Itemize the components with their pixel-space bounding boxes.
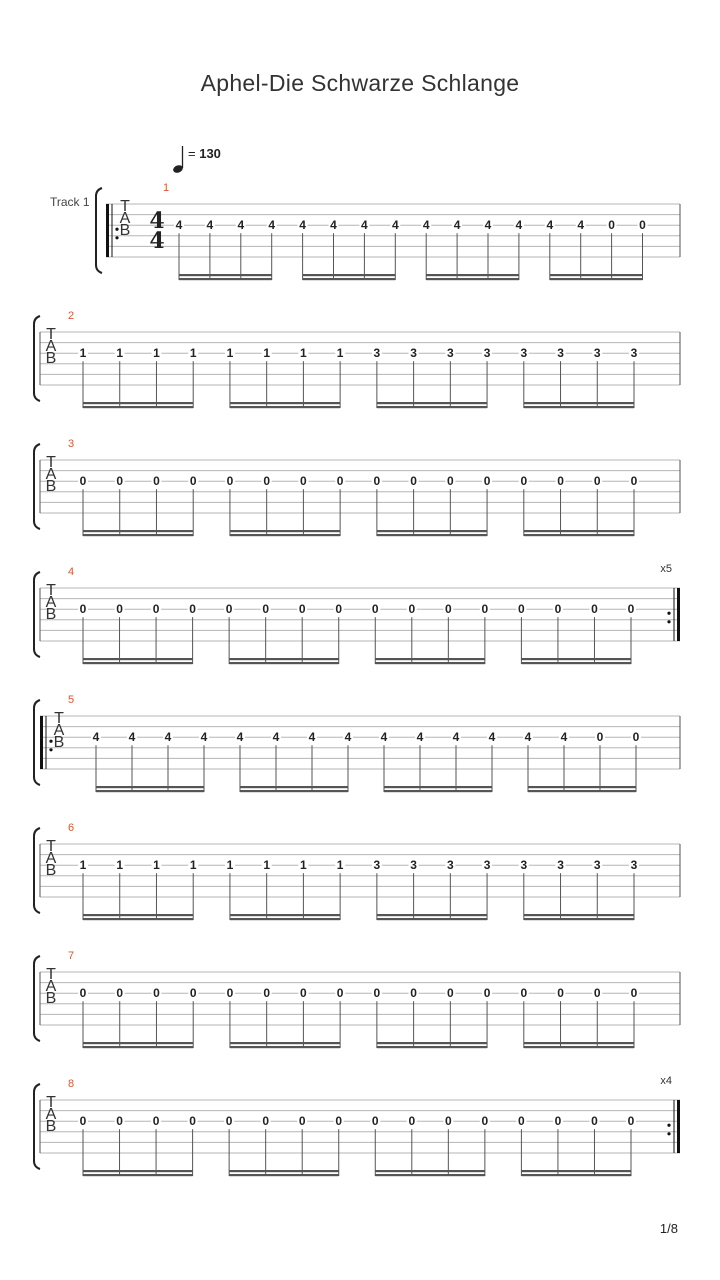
repeat-dot xyxy=(667,1132,670,1135)
repeat-count: x4 xyxy=(660,1075,672,1087)
repeat-dot xyxy=(667,1124,670,1127)
fret-number: 3 xyxy=(630,346,638,361)
beam xyxy=(524,918,634,920)
repeat-dot xyxy=(667,620,670,623)
beam xyxy=(230,914,340,916)
tab-clef-letter: B xyxy=(53,734,65,751)
tab-clef-letter: T xyxy=(46,582,56,599)
fret-number: 4 xyxy=(380,730,388,745)
fret-number: 4 xyxy=(391,218,399,233)
beam xyxy=(528,786,636,788)
tab-clef-letter: B xyxy=(45,862,57,879)
repeat-dot xyxy=(115,228,118,231)
fret-number: 0 xyxy=(263,986,271,1001)
beam xyxy=(377,530,487,532)
tab-clef-letter: B xyxy=(119,222,131,239)
fret-number: 1 xyxy=(336,346,344,361)
repeat-dot xyxy=(667,612,670,615)
fret-number: 1 xyxy=(300,858,307,873)
fret-number: 3 xyxy=(446,346,454,361)
tab-clef-letter: A xyxy=(45,1106,57,1123)
beam xyxy=(179,278,272,280)
fret-number: 0 xyxy=(593,986,601,1001)
fret-number: 1 xyxy=(116,346,124,361)
beam xyxy=(377,1046,487,1048)
fret-number: 1 xyxy=(189,346,197,361)
beam xyxy=(83,534,193,536)
fret-number: 0 xyxy=(373,474,381,489)
fret-number: 4 xyxy=(344,730,352,745)
repeat-start-thick-bar xyxy=(106,204,109,257)
fret-number: 0 xyxy=(481,602,489,617)
beam xyxy=(83,658,193,660)
fret-number: 0 xyxy=(520,986,528,1001)
fret-number: 0 xyxy=(373,986,381,1001)
fret-number: 0 xyxy=(557,474,564,489)
tab-system xyxy=(96,182,680,280)
fret-number: 0 xyxy=(225,602,233,617)
tab-system xyxy=(34,822,680,920)
fret-number: 0 xyxy=(483,986,491,1001)
fret-number: 4 xyxy=(416,730,424,745)
beam xyxy=(229,1174,339,1176)
tab-system xyxy=(34,563,680,664)
fret-number: 0 xyxy=(189,602,196,617)
beam xyxy=(377,918,487,920)
tab-clef-letter: B xyxy=(45,606,57,623)
tab-system xyxy=(34,950,680,1048)
fret-number: 3 xyxy=(593,346,601,361)
fret-number: 4 xyxy=(272,730,280,745)
beam xyxy=(384,786,492,788)
beam xyxy=(524,534,634,536)
fret-number: 3 xyxy=(520,346,528,361)
repeat-count: x5 xyxy=(660,563,672,575)
fret-number: 0 xyxy=(408,602,416,617)
fret-number: 0 xyxy=(608,218,615,233)
beam xyxy=(303,278,396,280)
fret-number: 0 xyxy=(554,1114,562,1129)
tempo-prefix: = xyxy=(188,146,200,161)
fret-number: 4 xyxy=(577,218,585,233)
measure-number: 5 xyxy=(68,694,75,706)
fret-number: 4 xyxy=(175,218,183,233)
fret-number: 0 xyxy=(371,602,379,617)
fret-number: 0 xyxy=(298,602,306,617)
fret-number: 4 xyxy=(330,218,337,233)
beam xyxy=(375,658,485,660)
fret-number: 1 xyxy=(189,858,197,873)
tab-system xyxy=(34,310,680,408)
beam xyxy=(550,274,643,276)
fret-number: 3 xyxy=(446,858,454,873)
fret-number: 0 xyxy=(335,602,343,617)
fret-number: 0 xyxy=(371,1114,379,1129)
time-signature-denominator: 4 xyxy=(149,228,165,254)
fret-number: 0 xyxy=(300,986,307,1001)
fret-number: 0 xyxy=(153,986,160,1001)
system-bracket xyxy=(34,572,40,657)
beam xyxy=(83,1042,193,1044)
beam xyxy=(377,914,487,916)
beam xyxy=(83,918,193,920)
repeat-dot xyxy=(115,236,118,239)
fret-number: 0 xyxy=(336,986,344,1001)
measure-number: 2 xyxy=(68,310,75,322)
beam xyxy=(303,274,396,276)
tab-clef-letter: A xyxy=(119,210,131,227)
fret-number: 4 xyxy=(515,218,523,233)
tab-system xyxy=(34,1075,680,1176)
beam xyxy=(521,1174,631,1176)
beam xyxy=(524,1042,634,1044)
tab-clef-letter: A xyxy=(45,850,57,867)
fret-number: 3 xyxy=(520,858,528,873)
beam xyxy=(230,530,340,532)
fret-number: 3 xyxy=(410,346,417,361)
fret-number: 0 xyxy=(226,474,234,489)
fret-number: 4 xyxy=(236,730,244,745)
beam xyxy=(179,274,272,276)
fret-number: 0 xyxy=(408,1114,416,1129)
fret-number: 0 xyxy=(627,602,635,617)
fret-number: 0 xyxy=(189,1114,196,1129)
beam xyxy=(521,1170,631,1172)
song-title: Aphel-Die Schwarze Schlange xyxy=(200,70,520,96)
fret-number: 4 xyxy=(452,730,460,745)
fret-number: 1 xyxy=(79,346,87,361)
beam xyxy=(230,406,340,408)
measure-number: 3 xyxy=(68,438,75,450)
beam xyxy=(375,662,485,664)
system-bracket xyxy=(34,444,40,529)
beam xyxy=(426,274,519,276)
fret-number: 0 xyxy=(153,474,160,489)
beam xyxy=(375,1174,485,1176)
fret-number: 0 xyxy=(444,602,452,617)
tab-clef-letter: A xyxy=(45,978,57,995)
repeat-dot xyxy=(49,748,52,751)
tab-clef-letter: A xyxy=(45,338,57,355)
fret-number: 0 xyxy=(591,602,598,617)
measure-number: 7 xyxy=(68,950,75,962)
fret-number: 4 xyxy=(237,218,245,233)
fret-number: 0 xyxy=(444,1114,452,1129)
repeat-end-thick-bar xyxy=(677,588,680,641)
fret-number: 4 xyxy=(422,218,430,233)
fret-number: 0 xyxy=(116,474,124,489)
beam xyxy=(96,790,204,792)
beam xyxy=(524,914,634,916)
fret-number: 0 xyxy=(335,1114,343,1129)
beam xyxy=(377,406,487,408)
fret-number: 4 xyxy=(453,218,461,233)
tab-clef-letter: B xyxy=(45,990,57,1007)
beam xyxy=(230,1046,340,1048)
beam xyxy=(240,790,348,792)
fret-number: 1 xyxy=(79,858,87,873)
fret-number: 1 xyxy=(116,858,124,873)
tab-clef-letter: T xyxy=(46,454,56,471)
fret-number: 0 xyxy=(520,474,528,489)
fret-number: 3 xyxy=(557,858,564,873)
fret-number: 3 xyxy=(483,346,491,361)
fret-number: 0 xyxy=(627,1114,635,1129)
fret-number: 1 xyxy=(226,858,234,873)
fret-number: 0 xyxy=(189,474,197,489)
fret-number: 1 xyxy=(226,346,234,361)
fret-number: 0 xyxy=(630,986,638,1001)
beam xyxy=(524,530,634,532)
fret-number: 0 xyxy=(79,474,87,489)
fret-number: 4 xyxy=(128,730,136,745)
fret-number: 4 xyxy=(206,218,214,233)
fret-number: 0 xyxy=(596,730,604,745)
repeat-dot xyxy=(49,740,52,743)
repeat-end-thick-bar xyxy=(677,1100,680,1153)
measure-number: 4 xyxy=(68,566,75,578)
page-number: 1/8 xyxy=(659,1221,678,1236)
system-bracket xyxy=(34,956,40,1041)
beam xyxy=(83,530,193,532)
fret-number: 4 xyxy=(361,218,368,233)
fret-number: 0 xyxy=(481,1114,489,1129)
fret-number: 4 xyxy=(200,730,208,745)
tab-system xyxy=(34,694,680,792)
fret-number: 4 xyxy=(546,218,554,233)
fret-number: 3 xyxy=(557,346,564,361)
tab-clef-letter: T xyxy=(46,326,56,343)
fret-number: 0 xyxy=(152,602,160,617)
fret-number: 4 xyxy=(92,730,100,745)
fret-number: 0 xyxy=(336,474,344,489)
system-bracket xyxy=(96,188,102,273)
beam xyxy=(230,918,340,920)
fret-number: 3 xyxy=(593,858,601,873)
beam xyxy=(521,662,631,664)
fret-number: 0 xyxy=(446,986,454,1001)
fret-number: 1 xyxy=(153,858,160,873)
fret-number: 1 xyxy=(336,858,344,873)
fret-number: 0 xyxy=(632,730,640,745)
tab-clef-letter: B xyxy=(45,478,57,495)
tab-system xyxy=(34,438,680,536)
beam xyxy=(230,1042,340,1044)
beam xyxy=(524,402,634,404)
tab-clef-letter: T xyxy=(46,838,56,855)
fret-number: 0 xyxy=(554,602,562,617)
fret-number: 0 xyxy=(262,1114,270,1129)
fret-number: 4 xyxy=(488,730,496,745)
beam xyxy=(83,1170,193,1172)
fret-number: 1 xyxy=(300,346,307,361)
fret-number: 4 xyxy=(524,730,532,745)
tab-clef-letter: T xyxy=(54,710,64,727)
fret-number: 0 xyxy=(518,1114,525,1129)
fret-number: 4 xyxy=(164,730,172,745)
beam xyxy=(426,278,519,280)
beam xyxy=(83,402,193,404)
fret-number: 0 xyxy=(630,474,638,489)
fret-number: 0 xyxy=(410,986,417,1001)
tempo-value: 130 xyxy=(199,146,221,161)
beam xyxy=(229,662,339,664)
beam xyxy=(528,790,636,792)
fret-number: 0 xyxy=(189,986,197,1001)
fret-number: 0 xyxy=(116,602,123,617)
system-bracket xyxy=(34,1084,40,1169)
fret-number: 0 xyxy=(116,986,124,1001)
fret-number: 0 xyxy=(116,1114,123,1129)
fret-number: 0 xyxy=(262,602,270,617)
measure-number: 6 xyxy=(68,822,75,834)
beam xyxy=(83,1174,193,1176)
fret-number: 0 xyxy=(263,474,271,489)
fret-number: 3 xyxy=(630,858,638,873)
beam xyxy=(524,1046,634,1048)
beam xyxy=(521,658,631,660)
fret-number: 0 xyxy=(593,474,601,489)
fret-number: 4 xyxy=(268,218,276,233)
fret-number: 0 xyxy=(79,986,87,1001)
fret-number: 0 xyxy=(79,1114,87,1129)
fret-number: 0 xyxy=(300,474,307,489)
beam xyxy=(83,406,193,408)
fret-number: 0 xyxy=(225,1114,233,1129)
fret-number: 0 xyxy=(410,474,417,489)
beam xyxy=(384,790,492,792)
fret-number: 0 xyxy=(79,602,87,617)
beam xyxy=(377,1042,487,1044)
fret-number: 0 xyxy=(639,218,646,233)
measure-number: 8 xyxy=(68,1078,75,1090)
fret-number: 3 xyxy=(373,858,381,873)
fret-number: 3 xyxy=(483,858,491,873)
tab-clef-letter: A xyxy=(45,594,57,611)
fret-number: 0 xyxy=(152,1114,160,1129)
tab-clef-letter: A xyxy=(53,722,65,739)
fret-number: 0 xyxy=(557,986,564,1001)
beam xyxy=(240,786,348,788)
fret-number: 4 xyxy=(484,218,492,233)
fret-number: 0 xyxy=(298,1114,306,1129)
fret-number: 4 xyxy=(299,218,306,233)
beam xyxy=(83,662,193,664)
system-bracket xyxy=(34,828,40,913)
measure-number: 1 xyxy=(163,182,170,194)
fret-number: 0 xyxy=(446,474,454,489)
beam xyxy=(524,406,634,408)
tab-clef-letter: T xyxy=(46,966,56,983)
fret-number: 1 xyxy=(153,346,160,361)
tab-clef-letter: B xyxy=(45,350,57,367)
beam xyxy=(377,534,487,536)
system-bracket xyxy=(34,700,40,785)
fret-number: 3 xyxy=(410,858,417,873)
system-bracket xyxy=(34,316,40,401)
fret-number: 0 xyxy=(518,602,525,617)
fret-number: 1 xyxy=(263,858,271,873)
beam xyxy=(83,914,193,916)
beam xyxy=(83,1046,193,1048)
fret-number: 0 xyxy=(591,1114,598,1129)
tab-clef-letter: B xyxy=(45,1118,57,1135)
fret-number: 1 xyxy=(263,346,271,361)
track-label: Track 1 xyxy=(50,195,90,209)
fret-number: 4 xyxy=(308,730,316,745)
repeat-start-thick-bar xyxy=(40,716,43,769)
fret-number: 4 xyxy=(560,730,568,745)
tab-clef-letter: T xyxy=(46,1094,56,1111)
beam xyxy=(229,658,339,660)
tab-clef-letter: T xyxy=(120,198,130,215)
fret-number: 0 xyxy=(226,986,234,1001)
fret-number: 3 xyxy=(373,346,381,361)
fret-number: 0 xyxy=(483,474,491,489)
beam xyxy=(96,786,204,788)
beam xyxy=(550,278,643,280)
tab-clef-letter: A xyxy=(45,466,57,483)
beam xyxy=(230,534,340,536)
beam xyxy=(375,1170,485,1172)
beam xyxy=(230,402,340,404)
beam xyxy=(377,402,487,404)
time-signature-numerator: 4 xyxy=(149,208,165,234)
beam xyxy=(229,1170,339,1172)
